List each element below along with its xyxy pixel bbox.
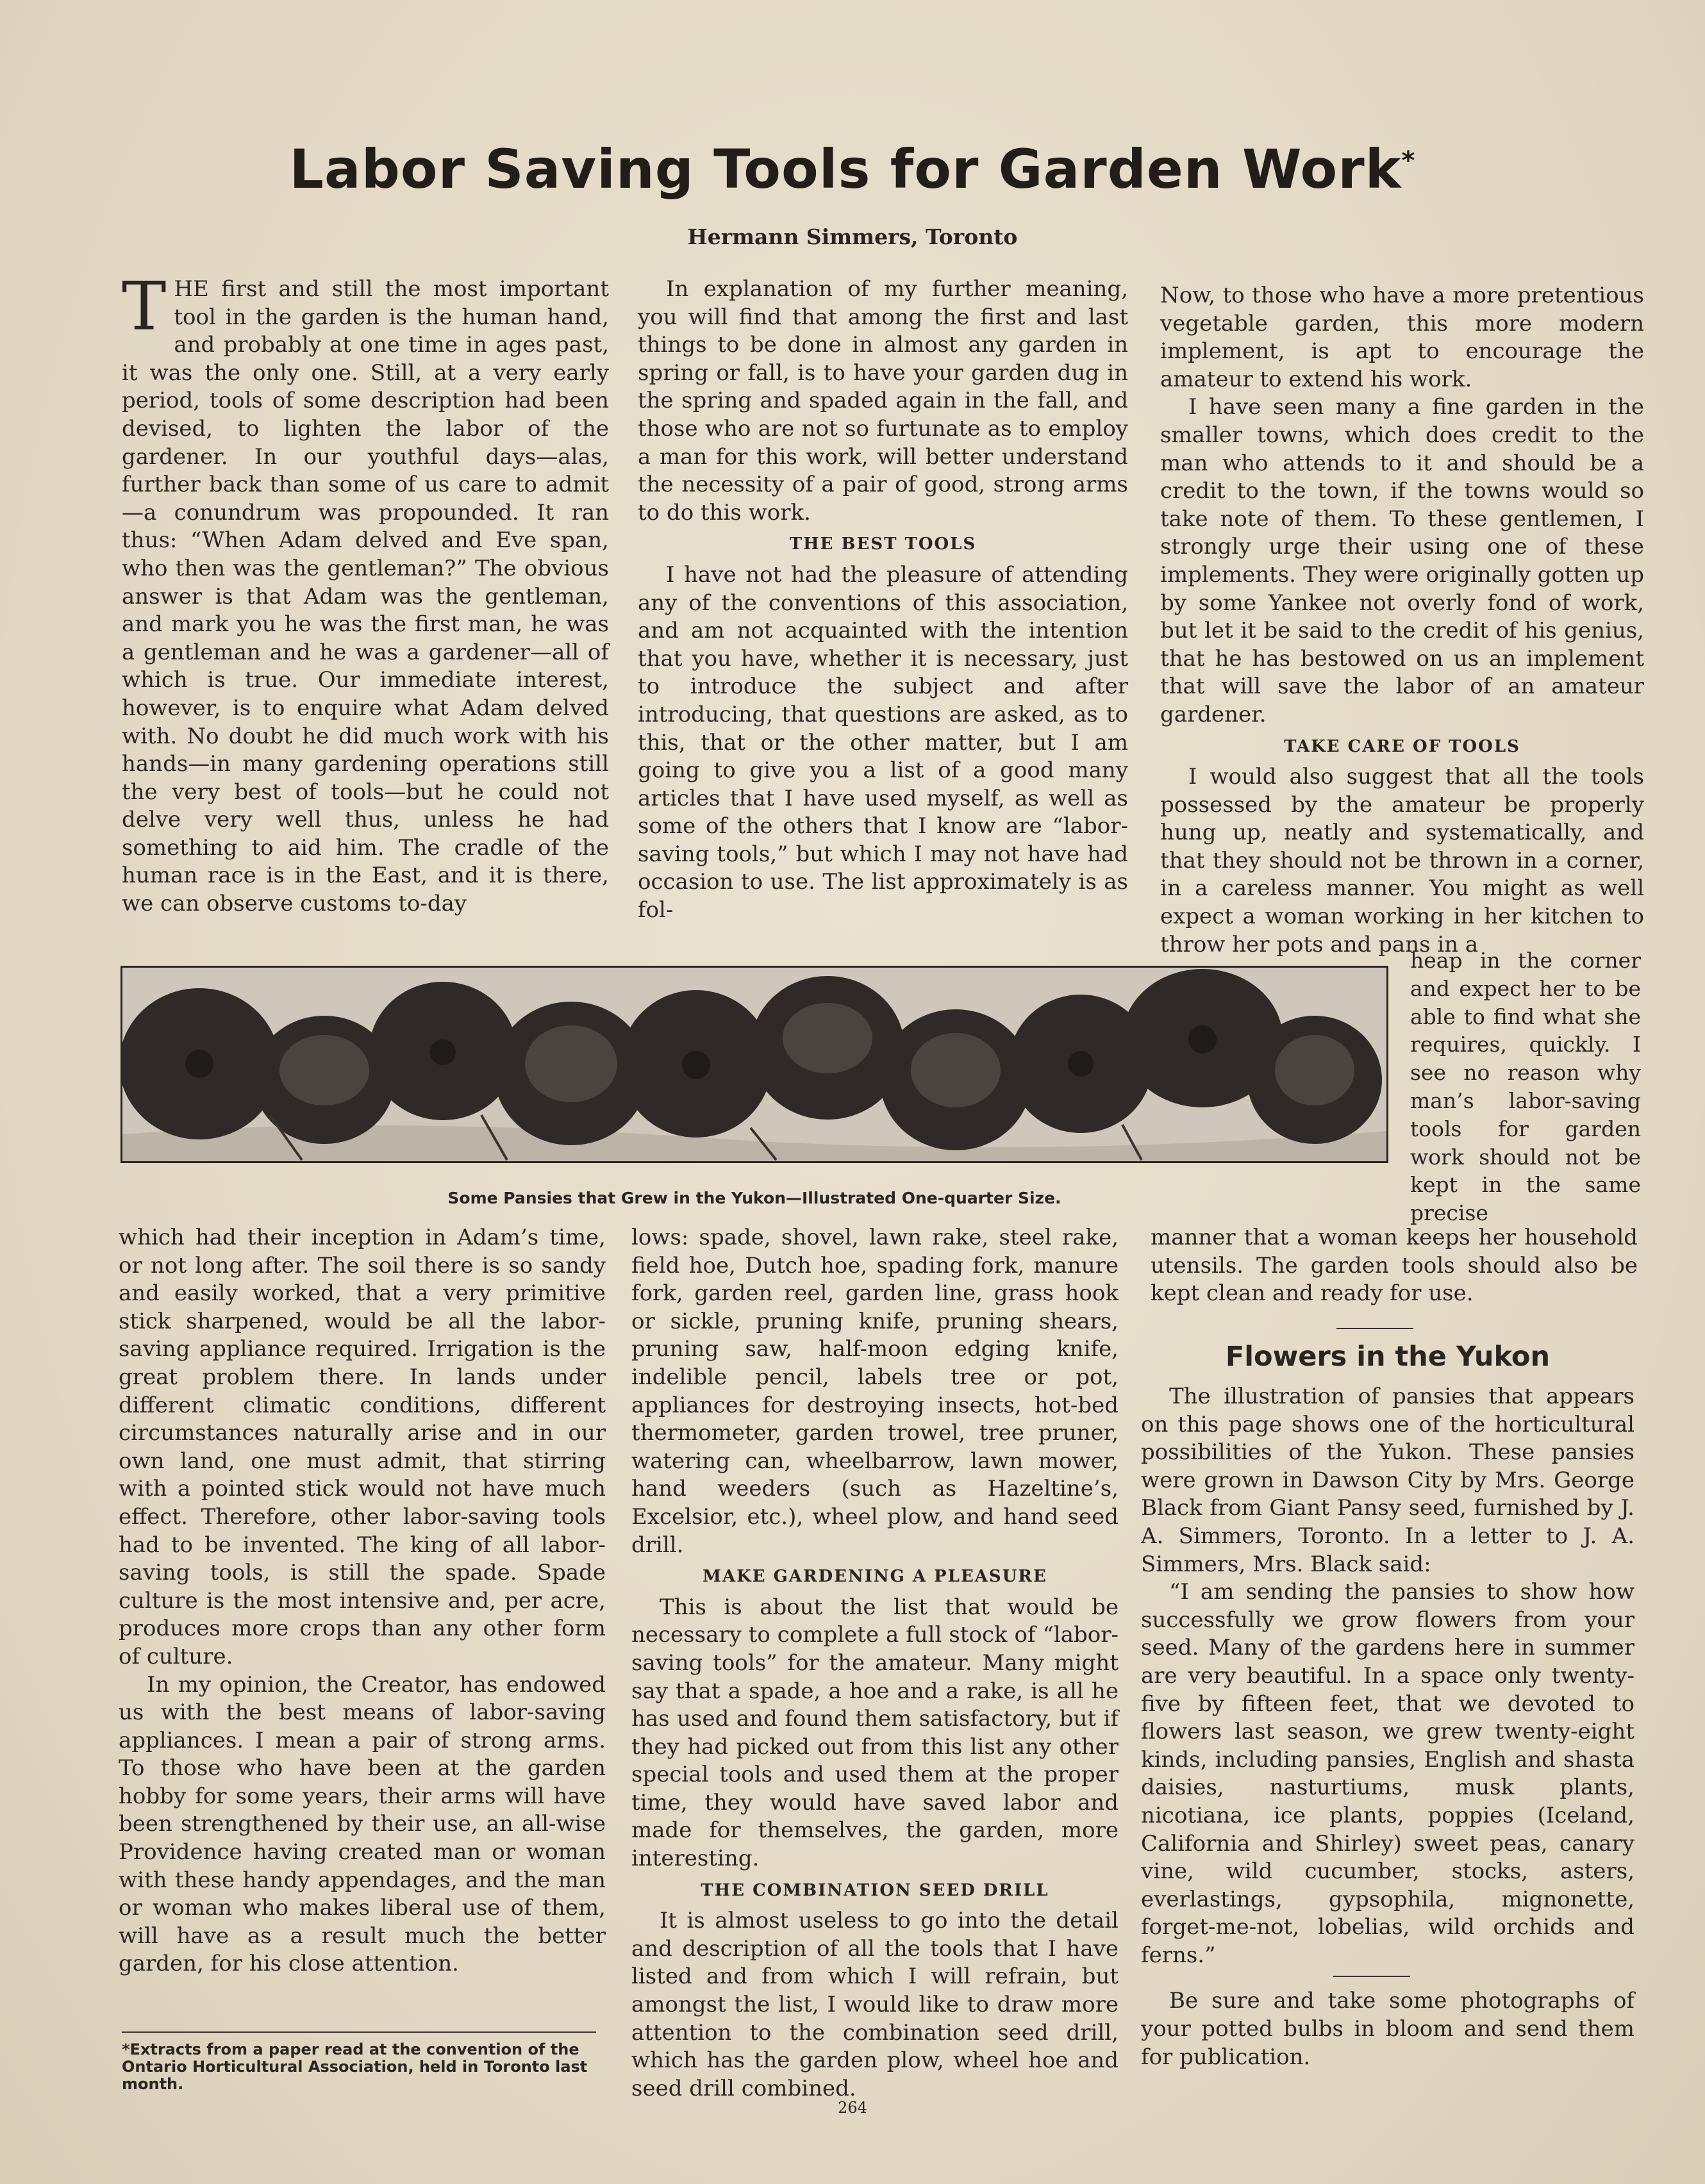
footnote-rule (122, 2031, 596, 2033)
section-divider (1333, 1976, 1410, 1977)
paragraph-continued: manner that a woman keeps her household utensils. The garden tools should also be kept clean and ready for use. (1151, 1225, 1638, 1307)
paragraph: I would also suggest that all the tools possessed by the amateur be properly hung up, neatly and systematically, and that they should not be thrown in a corner, in a careless manner. You might as well expect a woman working in her kitchen to throw her pots and pans in a (1160, 764, 1644, 957)
article-title (0, 138, 1705, 201)
column-3-wrap-beside-figure (1410, 947, 1641, 1227)
tool-list-paragraph: lows: spade, shovel, lawn rake, steel rake, field hoe, Dutch hoe, spading fork, manure fork, garden reel, garden line, grass hook or sickle, pruning knife, pruning shears, pruning saw, half-moon edging knife, indelible pencil, labels tree or pot, appliances for destroying insects, hot-bed thermometer, garden trowel, tree pruner, watering can, wheelbarrow, lawn mower, hand weeders (such as Hazeltine’s, Excelsior, etc.), wheel plow, and hand seed drill. (631, 1225, 1119, 1558)
section-heading-best-tools: THE BEST TOOLS (789, 534, 977, 554)
section-divider (1336, 1328, 1413, 1329)
pansies-photograph (121, 966, 1388, 1163)
column-1-bottom (119, 1224, 606, 1978)
intro-paragraph (122, 267, 609, 918)
figure-caption: Some Pansies that Grew in the Yukon—Illustrated One-quarter Size. (447, 1189, 1061, 1207)
section-heading-take-care: TAKE CARE OF TOOLS (1284, 736, 1520, 756)
pansies-illustration (122, 968, 1386, 1161)
yukon-column (1141, 1339, 1634, 2071)
intro-paragraph-text: HE first and still the most important tool in the garden is the human hand, and probably at one time in ages past, it was the only one. Still, at a very early period, tools of some description had been devised, to lighten the labor of the gardener. In our youthful days—alas, further back than some of us care to admit—a conundrum was propounded. It ran thus: “When Adam delved and Eve span, who then was the gentleman?” The obvious answer is that Adam was the gentleman, and mark you he was the first man, he was a gentleman and he was a gardener—all of which is true. Our immediate interest, however, is to enquire what Adam delved with. No doubt he did much work with his hands—in many gardening operations still the very best of tools—but he could not delve very well thus, unless he had something to aid him. The cradle of the human race is in the East, and it is there, we can observe customs to-day (122, 276, 609, 917)
paragraph: The illustration of pansies that appears on this page shows one of the horticultural possibilities of the Yukon. These pansies were grown in Dawson City by Mrs. George Black from Giant Pansy seed, furnished by J. A. Simmers, Toronto. In a letter to J. A. Simmers, Mrs. Black said: (1141, 1384, 1634, 1577)
paragraph: I have seen many a fine garden in the smaller towns, which does credit to the man who attends to it and should be a credit to the town, if the towns would so take note of them. To these gentlemen, I strongly urge their using one of these implements. They were originally gotten up by some Yankee not overly fond of work, but let it be said to the credit of his genius, that he has bestowed on us an implement that will save the labor of an amateur gardener. (1160, 394, 1644, 727)
page-number: 264 (838, 2099, 867, 2117)
footnote: *Extracts from a paper read at the convention of the Ontario Horticultural Association, held in Toronto last month. (122, 2040, 588, 2093)
section-heading-pleasure: MAKE GARDENING A PLEASURE (703, 1567, 1047, 1587)
paragraph: It is almost useless to go into the detail and description of all the tools that I have listed and from which I will refrain, but amongst the list, I would like to draw more attention to the combination seed drill, which has the garden plow, wheel hoe and seed drill combined. (631, 1908, 1119, 2101)
column-1-top (122, 267, 609, 918)
drop-cap: T (122, 267, 167, 345)
article-byline: Hermann Simmers, Toronto (687, 224, 1018, 249)
paragraph: Be sure and take some photographs of your potted bulbs in bloom and send them for publication. (1141, 1988, 1634, 2070)
quote-paragraph: “I am sending the pansies to show how successfully we grow flowers from your seed. Many of the gardens here in summer are very beautiful. In a space only twenty-five by fifteen feet, that we devoted to flowers last season, we grew twenty-eight kinds, including pansies, English and shasta daisies, nasturtiums, musk plants, nicotiana, ice plants, poppies (Iceland, California and Shirley) sweet peas, canary vine, wild cucumber, stocks, asters, everlastings, gypsophila, mignonette, forget-me-not, lobelias, wild orchids and ferns.” (1141, 1579, 1634, 1968)
paragraph: I have not had the pleasure of attending any of the conventions of this association, and am not acquainted with the intention that you have, whether it is necessary, just to introduce the subject and after introducing, that questions are asked, as to this, that or the other matter, but I am going to give you a list of a good many articles that I have used myself, as well as some of the others that I know are “labor-saving tools,” but which I may not have had occasion to use. The list approximately is as fol- (638, 561, 1128, 923)
paragraph-continued: which had their inception in Adam’s time, or not long after. The soil there is so sandy and easily worked, that a very primitive stick sharpened, would be all the labor-saving appliance required. Irrigation is the great problem there. In lands under different climatic conditions, different circumstances naturally arise and in our own land, one must admit, that stirring with a pointed stick would not have much effect. Therefore, other labor-saving tools had to be invented. The king of all labor-saving tools, is still the spade. Spade culture is the most intensive and, per acre, produces more crops than any other form of culture. (119, 1225, 606, 1669)
column-2-bottom (631, 1224, 1119, 2103)
paragraph: In explanation of my further meaning, you will find that among the first and last things to be done in almost any garden in spring or fall, is to have your garden dug in the spring and spaded again in the fall, and those who are not so furtunate as to employ a man for this work, will better understand the necessity of a pair of good, strong arms to do this work. (638, 276, 1128, 525)
column-3-wrap-below-figure (1151, 1224, 1638, 1308)
title-footnote-mark: * (1401, 146, 1416, 176)
yukon-section-title: Flowers in the Yukon (1225, 1341, 1551, 1373)
paragraph: Now, to those who have a more pretentious vegetable garden, this more modern implement, is apt to encourage the amateur to extend his work. (1160, 283, 1644, 392)
article-title-text: Labor Saving Tools for Garden Work (289, 138, 1402, 201)
column-2-top (638, 276, 1128, 925)
paragraph-continued: heap in the corner and expect her to be able to find what she requires, quickly. I see no reason why man’s labor-saving tools for garden work should not be kept in the same precise (1410, 948, 1641, 1226)
column-3-top (1160, 282, 1644, 959)
paragraph: In my opinion, the Creator, has endowed us with the best means of labor-saving appliances. I mean a pair of strong arms. To those who have been at the garden hobby for some years, their arms will have been strengthened by their use, an all-wise Providence having created man or woman with these handy appendages, and the man or woman who makes liberal use of them, will have as a result much the better garden, for his close attention. (119, 1671, 606, 1977)
section-heading-seed-drill: THE COMBINATION SEED DRILL (701, 1880, 1049, 1900)
paragraph: This is about the list that would be necessary to complete a full stock of “labor-saving tools” for the amateur. Many might say that a spade, a hoe and a rake, is all he has used and found them satisfactory, but if they had picked out from this list any other special tools and used them at the proper time, they would have saved labor and made for themselves, the garden, more interesting. (631, 1594, 1119, 1872)
